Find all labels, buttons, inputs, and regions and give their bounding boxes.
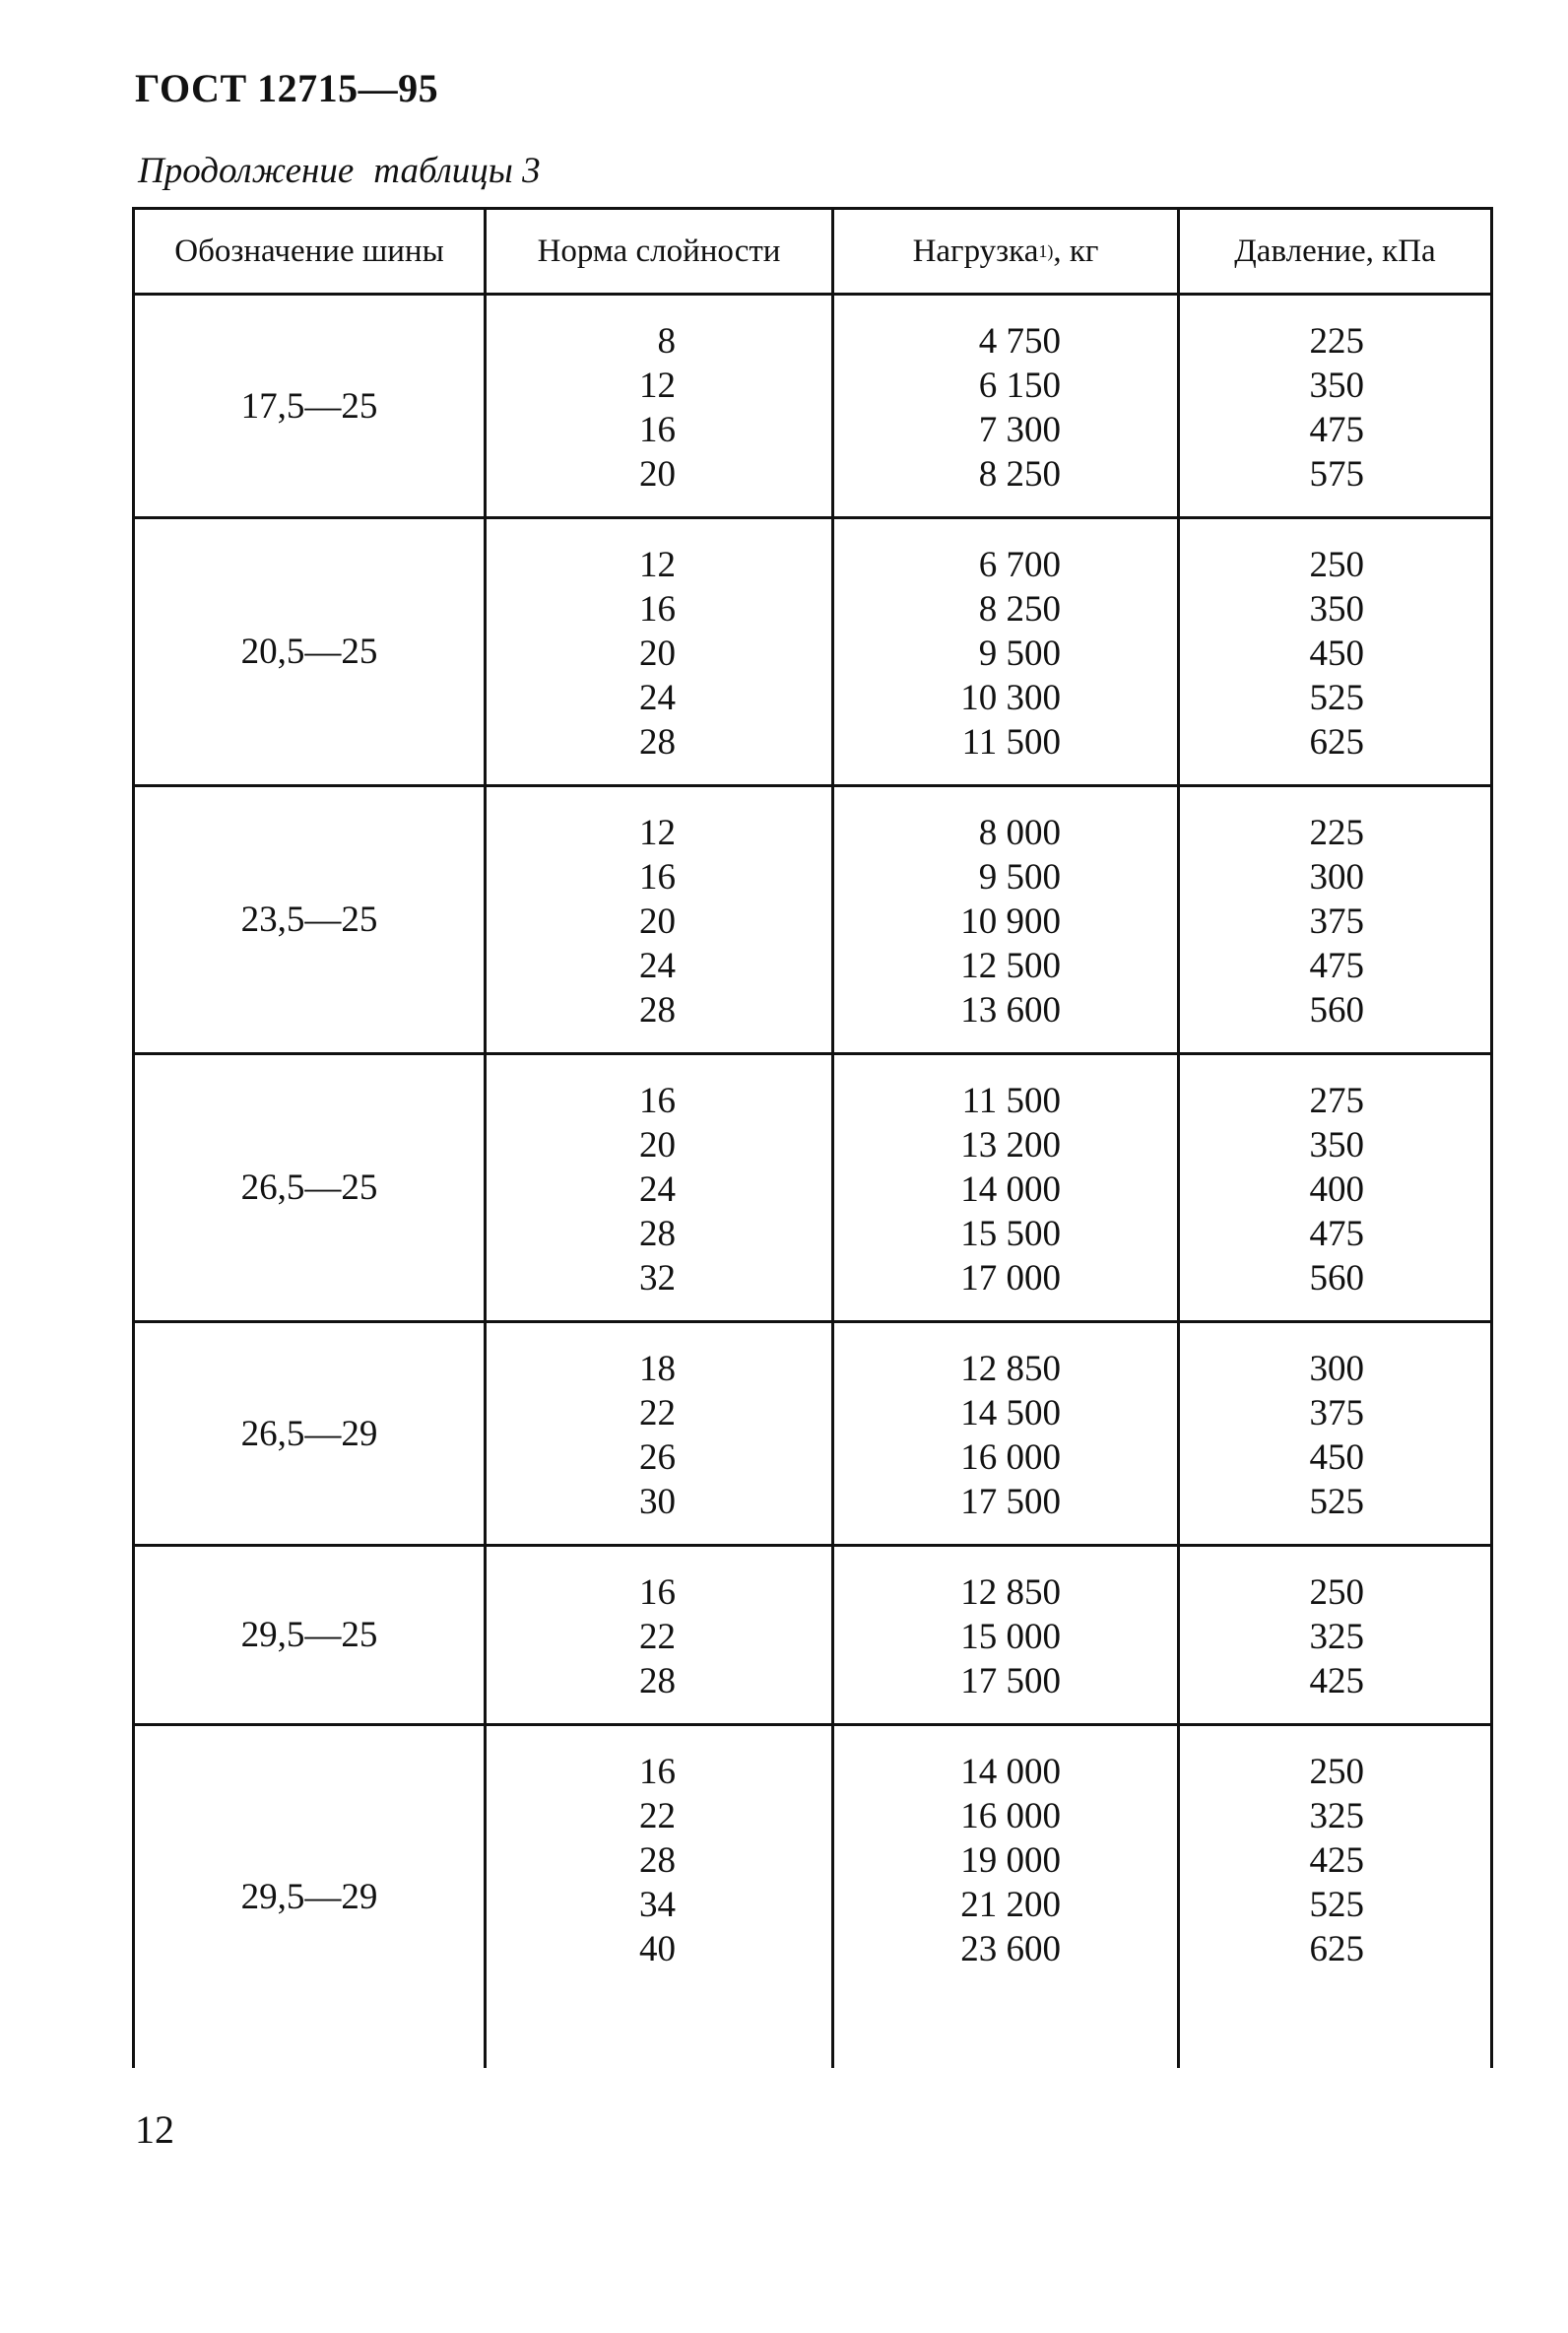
ply-rating-value: 16 — [639, 589, 676, 630]
pressure-values-cell — [1180, 1547, 1490, 1723]
load-value: 16 000 — [960, 1437, 1061, 1478]
pressure-value: 225 — [1309, 813, 1364, 853]
ply-rating-values-cell — [487, 787, 834, 1052]
pressure-value: 475 — [1309, 410, 1364, 450]
ply-rating-value: 28 — [639, 722, 676, 763]
pressure-value: 525 — [1309, 1885, 1364, 1925]
ply-rating-value: 20 — [639, 901, 676, 942]
load-value: 11 500 — [961, 722, 1061, 763]
tire-designation: 23,5—25 — [135, 787, 487, 1052]
ply-rating-values-cell — [487, 1547, 834, 1723]
ply-rating-value: 16 — [639, 1572, 676, 1613]
tire-designation: 26,5—25 — [135, 1055, 487, 1320]
ply-rating-value: 28 — [639, 1661, 676, 1701]
pressure-values-cell — [1180, 787, 1490, 1052]
load-value: 17 500 — [960, 1482, 1061, 1522]
load-value: 6 700 — [978, 545, 1061, 585]
table-group — [132, 519, 1493, 787]
tire-designation: 20,5—25 — [135, 519, 487, 784]
header-ply-rating: Норма слойности — [487, 210, 834, 293]
table-group — [132, 1547, 1493, 1726]
load-value: 14 000 — [960, 1752, 1061, 1792]
caption-word2: таблицы 3 — [373, 151, 541, 191]
load-value: 10 900 — [960, 901, 1061, 942]
ply-rating-value: 16 — [639, 1081, 676, 1121]
table-group — [132, 1726, 1493, 2068]
pressure-value: 300 — [1309, 1349, 1364, 1389]
table-group — [132, 1323, 1493, 1547]
pressure-value: 450 — [1309, 633, 1364, 674]
ply-rating-value: 16 — [639, 857, 676, 898]
load-value: 9 500 — [978, 633, 1061, 674]
table-body — [132, 296, 1493, 2068]
ply-rating-value: 8 — [657, 321, 676, 362]
load-value: 8 250 — [978, 454, 1061, 495]
ply-rating-value: 24 — [639, 678, 676, 718]
pressure-value: 250 — [1309, 545, 1364, 585]
tire-designation: 17,5—25 — [135, 296, 487, 516]
pressure-value: 350 — [1309, 1125, 1364, 1166]
pressure-value: 325 — [1309, 1796, 1364, 1836]
load-values-cell — [834, 787, 1180, 1052]
pressure-values-cell — [1180, 519, 1490, 784]
ply-rating-value: 12 — [639, 545, 676, 585]
header-load-label: Нагрузка — [912, 233, 1039, 269]
load-values-cell — [834, 1055, 1180, 1320]
ply-rating-value: 12 — [639, 813, 676, 853]
table-group — [132, 787, 1493, 1055]
ply-rating-value: 16 — [639, 410, 676, 450]
pressure-values-cell — [1180, 296, 1490, 516]
load-values-cell — [834, 1323, 1180, 1544]
ply-rating-value: 22 — [639, 1617, 676, 1657]
pressure-value: 325 — [1309, 1617, 1364, 1657]
ply-rating-values-cell — [487, 1323, 834, 1544]
caption-word1: Продолжение — [138, 151, 355, 191]
load-values-cell — [834, 296, 1180, 516]
load-value: 12 850 — [960, 1349, 1061, 1389]
header-load: Нагрузка 1) , кг — [834, 210, 1180, 293]
ply-rating-value: 22 — [639, 1393, 676, 1433]
ply-rating-value: 20 — [639, 454, 676, 495]
pressure-value: 450 — [1309, 1437, 1364, 1478]
pressure-values-cell — [1180, 1055, 1490, 1320]
ply-rating-values-cell — [487, 296, 834, 516]
ply-rating-value: 20 — [639, 1125, 676, 1166]
pressure-value: 625 — [1309, 722, 1364, 763]
pressure-value: 375 — [1309, 1393, 1364, 1433]
ply-rating-value: 24 — [639, 1169, 676, 1210]
header-designation: Обозначение шины — [135, 210, 487, 293]
load-value: 15 000 — [960, 1617, 1061, 1657]
load-value: 6 150 — [978, 366, 1061, 406]
ply-rating-value: 30 — [639, 1482, 676, 1522]
header-load-unit: , кг — [1053, 233, 1099, 269]
load-value: 10 300 — [960, 678, 1061, 718]
pressure-value: 560 — [1309, 990, 1364, 1031]
load-value: 14 000 — [960, 1169, 1061, 1210]
ply-rating-value: 28 — [639, 1214, 676, 1254]
ply-rating-values-cell — [487, 1726, 834, 2068]
tire-designation: 29,5—29 — [135, 1726, 487, 2068]
load-value: 11 500 — [961, 1081, 1061, 1121]
tire-load-table — [132, 207, 1493, 2068]
load-values-cell — [834, 1547, 1180, 1723]
pressure-values-cell — [1180, 1726, 1490, 2068]
table-group — [132, 1055, 1493, 1323]
ply-rating-value: 16 — [639, 1752, 676, 1792]
pressure-value: 275 — [1309, 1081, 1364, 1121]
pressure-value: 475 — [1309, 946, 1364, 986]
pressure-value: 250 — [1309, 1752, 1364, 1792]
pressure-value: 525 — [1309, 678, 1364, 718]
pressure-value: 625 — [1309, 1929, 1364, 1969]
pressure-value: 300 — [1309, 857, 1364, 898]
load-value: 17 000 — [960, 1258, 1061, 1299]
load-value: 16 000 — [960, 1796, 1061, 1836]
pressure-values-cell — [1180, 1323, 1490, 1544]
ply-rating-value: 26 — [639, 1437, 676, 1478]
ply-rating-value: 24 — [639, 946, 676, 986]
load-value: 15 500 — [960, 1214, 1061, 1254]
load-value: 12 500 — [960, 946, 1061, 986]
pressure-value: 425 — [1309, 1661, 1364, 1701]
ply-rating-values-cell — [487, 1055, 834, 1320]
ply-rating-value: 34 — [639, 1885, 676, 1925]
pressure-value: 250 — [1309, 1572, 1364, 1613]
load-value: 8 000 — [978, 813, 1061, 853]
load-value: 12 850 — [960, 1572, 1061, 1613]
load-values-cell — [834, 519, 1180, 784]
ply-rating-value: 18 — [639, 1349, 676, 1389]
load-value: 13 200 — [960, 1125, 1061, 1166]
pressure-value: 425 — [1309, 1840, 1364, 1881]
ply-rating-value: 12 — [639, 366, 676, 406]
ply-rating-value: 40 — [639, 1929, 676, 1969]
load-value: 19 000 — [960, 1840, 1061, 1881]
document-header: ГОСТ 12715—95 — [135, 66, 439, 110]
pressure-value: 350 — [1309, 366, 1364, 406]
load-value: 21 200 — [960, 1885, 1061, 1925]
table-group — [132, 296, 1493, 519]
ply-rating-value: 22 — [639, 1796, 676, 1836]
load-value: 17 500 — [960, 1661, 1061, 1701]
pressure-value: 350 — [1309, 589, 1364, 630]
table-caption — [138, 150, 541, 192]
load-value: 13 600 — [960, 990, 1061, 1031]
ply-rating-value: 28 — [639, 1840, 676, 1881]
load-value: 23 600 — [960, 1929, 1061, 1969]
pressure-value: 375 — [1309, 901, 1364, 942]
pressure-value: 525 — [1309, 1482, 1364, 1522]
load-value: 7 300 — [978, 410, 1061, 450]
pressure-value: 400 — [1309, 1169, 1364, 1210]
pressure-value: 560 — [1309, 1258, 1364, 1299]
page-number: 12 — [135, 2107, 174, 2152]
pressure-value: 475 — [1309, 1214, 1364, 1254]
load-value: 4 750 — [978, 321, 1061, 362]
ply-rating-value: 28 — [639, 990, 676, 1031]
ply-rating-value: 20 — [639, 633, 676, 674]
table-header-row — [132, 207, 1493, 296]
header-pressure: Давление, кПа — [1234, 233, 1436, 269]
tire-designation: 29,5—25 — [135, 1547, 487, 1723]
ply-rating-values-cell — [487, 519, 834, 784]
load-value: 14 500 — [960, 1393, 1061, 1433]
load-values-cell — [834, 1726, 1180, 2068]
load-value: 8 250 — [978, 589, 1061, 630]
pressure-value: 575 — [1309, 454, 1364, 495]
load-value: 9 500 — [978, 857, 1061, 898]
ply-rating-value: 32 — [639, 1258, 676, 1299]
tire-designation: 26,5—29 — [135, 1323, 487, 1544]
pressure-value: 225 — [1309, 321, 1364, 362]
